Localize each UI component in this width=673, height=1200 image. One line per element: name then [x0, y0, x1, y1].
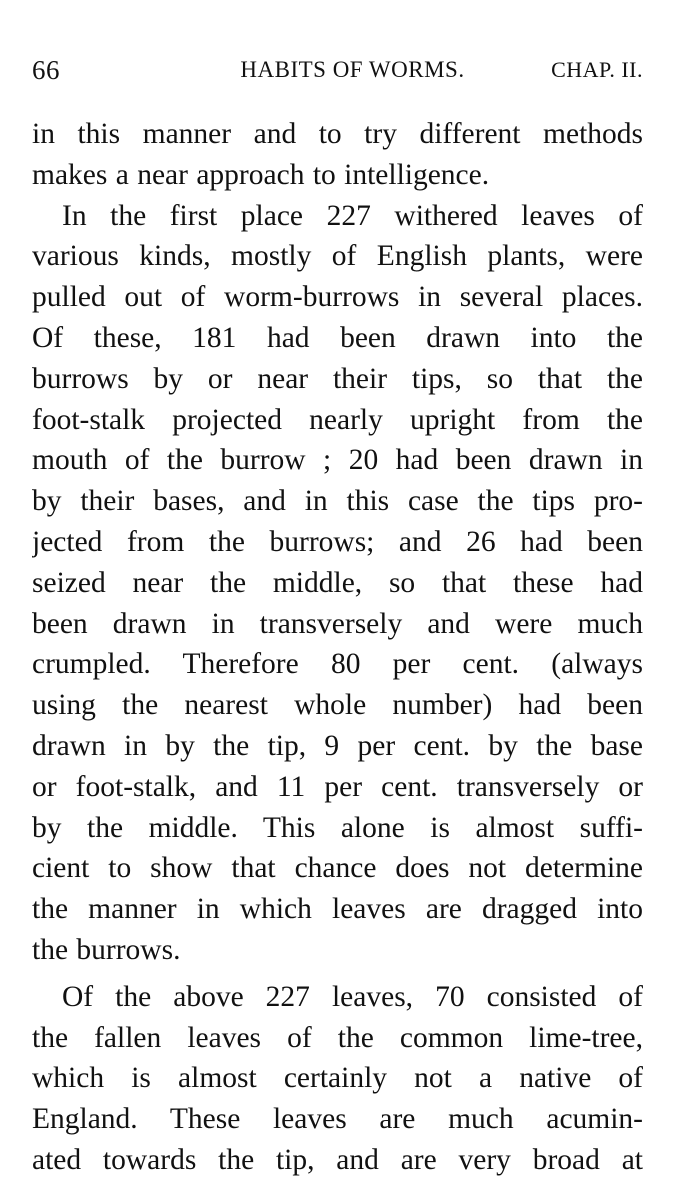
text-line: using the nearest whole number) had been	[32, 689, 643, 722]
body-text	[32, 114, 643, 1181]
page-number: 66	[32, 55, 60, 85]
text-line: mouth of the burrow ; 20 had been drawn in	[32, 444, 643, 477]
text-line: ated towards the tip, and are very broad at	[32, 1143, 643, 1176]
text-line: England. These leaves are much acumin-	[32, 1103, 643, 1136]
paragraph-leaf-counts	[32, 196, 643, 971]
text-line: which is almost certainly not a native of	[32, 1062, 643, 1095]
paragraph-continuation	[32, 114, 643, 196]
text-line: In the first place 227 withered leaves of	[62, 199, 643, 232]
text-line: drawn in by the tip, 9 per cent. by the base	[32, 729, 643, 762]
paragraph-lime-leaves	[32, 977, 643, 1181]
text-line: the burrows.	[32, 933, 181, 966]
text-line: Of the above 227 leaves, 70 consisted of	[62, 980, 643, 1013]
text-line: been drawn in transversely and were much	[32, 607, 643, 640]
text-line: in this manner and to try different methods	[32, 118, 643, 150]
text-line: foot-stalk projected nearly upright from the	[32, 403, 643, 436]
text-line: seized near the middle, so that these had	[32, 566, 643, 599]
text-line: crumpled. Therefore 80 per cent. (always	[32, 648, 643, 681]
text-line: pulled out of worm-burrows in several places.	[32, 281, 643, 314]
chapter-label: CHAP. II.	[551, 57, 643, 82]
running-head	[32, 52, 643, 88]
text-line: or foot-stalk, and 11 per cent. transversely or	[32, 770, 643, 803]
text-line: burrows by or near their tips, so that the	[32, 362, 643, 395]
text-line: cient to show that chance does not determine	[32, 852, 643, 885]
text-line: various kinds, mostly of English plants, were	[32, 240, 643, 273]
text-line: by the middle. This alone is almost suffi-	[32, 811, 643, 844]
text-line: the fallen leaves of the common lime-tree,	[32, 1021, 643, 1054]
running-title: HABITS OF WORMS.	[240, 57, 465, 82]
text-line: makes a near approach to intelligence.	[32, 158, 490, 191]
text-line: the manner in which leaves are dragged into	[32, 893, 643, 926]
text-line: by their bases, and in this case the tips pro-	[32, 485, 643, 518]
text-line: jected from the burrows; and 26 had been	[32, 525, 643, 558]
text-line: Of these, 181 had been drawn into the	[32, 321, 643, 354]
